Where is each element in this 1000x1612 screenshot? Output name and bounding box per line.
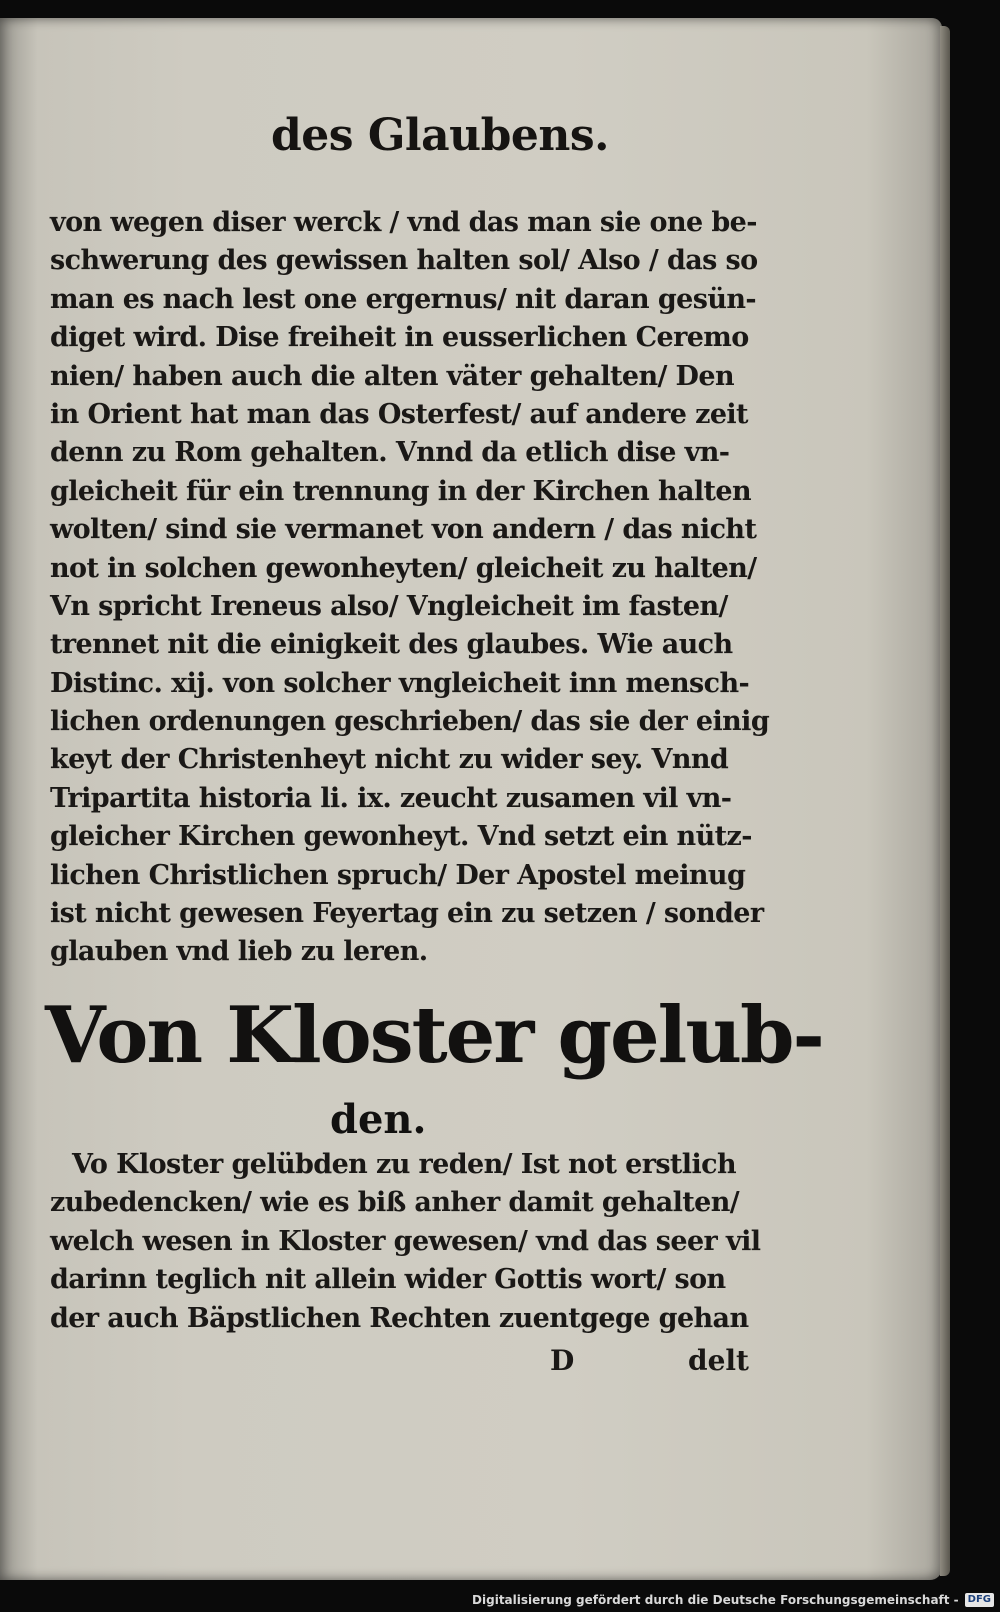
header-text: des Glaubens. (271, 110, 609, 161)
text-line: wolten/ sind sie vermanet von andern / das nicht (50, 514, 757, 546)
paragraph-2 (50, 1146, 761, 1338)
text-line: schwerung des gewissen halten sol/ Also / das so (50, 245, 758, 277)
text-line: trennet nit die einigkeit des glaubes. Wie auch (50, 629, 733, 661)
text-line: darinn teglich nit allein wider Gottis wort/ son (50, 1264, 726, 1296)
text-line: von wegen diser werck / vnd das man sie one be- (50, 207, 757, 238)
text-line: der auch Bäpstlichen Rechten zuentgege gehan (50, 1302, 749, 1334)
text-line: welch wesen in Kloster gewesen/ vnd das seer vil (50, 1225, 761, 1257)
section-title-end: den. (330, 1096, 427, 1143)
text-line: ist nicht gewesen Feyertag ein zu setzen / sonder (50, 898, 764, 930)
text-line: diget wird. Dise freiheit in eusserlichen Ceremo (50, 322, 749, 354)
text-line: lichen ordenungen geschrieben/ das sie der einig (50, 706, 770, 738)
text-line: in Orient hat man das Osterfest/ auf andere zeit (50, 398, 748, 430)
catchword: delt (688, 1344, 749, 1377)
digitization-footer (472, 1590, 994, 1610)
text-line: Vn spricht Ireneus also/ Vngleicheit im fasten/ (50, 590, 728, 622)
paragraph-1 (50, 204, 770, 972)
text-line: lichen Christlichen spruch/ Der Apostel meinug (50, 859, 746, 891)
text-line: zubedencken/ wie es biß anher damit gehalten/ (50, 1187, 740, 1219)
page-edge (940, 26, 950, 1576)
text-line: gleicheit für ein trennung in der Kirchen halten (50, 475, 752, 507)
signature-mark: D (550, 1344, 575, 1377)
text-line: not in solchen gewonheyten/ gleicheit zu halten/ (50, 552, 757, 584)
footer-credit: Digitalisierung gefördert durch die Deutsche Forschungsgemeinschaft - (472, 1593, 959, 1607)
dfg-logo: DFG (965, 1593, 994, 1607)
text-line: nien/ haben auch die alten väter gehalten/ Den (50, 360, 734, 392)
text-line: Tripartita historia li. ix. zeucht zusamen vil vn- (50, 782, 732, 814)
running-header (0, 110, 800, 161)
text-line: keyt der Christenheyt nicht zu wider sey. Vnnd (50, 744, 729, 776)
text-line: glauben vnd lieb zu leren. (50, 936, 428, 968)
book-page (0, 18, 942, 1580)
text-line: Vo Kloster gelübden zu reden/ Ist not erstlich (72, 1149, 736, 1180)
text-line: gleicher Kirchen gewonheyt. Vnd setzt ein nütz- (50, 821, 752, 853)
section-title: Von Kloster gelub- (45, 990, 823, 1081)
text-line: denn zu Rom gehalten. Vnnd da etlich dise vn- (50, 437, 730, 469)
text-line: man es nach lest one ergernus/ nit daran gesün- (50, 283, 757, 315)
text-line: Distinc. xij. von solcher vngleicheit inn mensch- (50, 667, 750, 699)
